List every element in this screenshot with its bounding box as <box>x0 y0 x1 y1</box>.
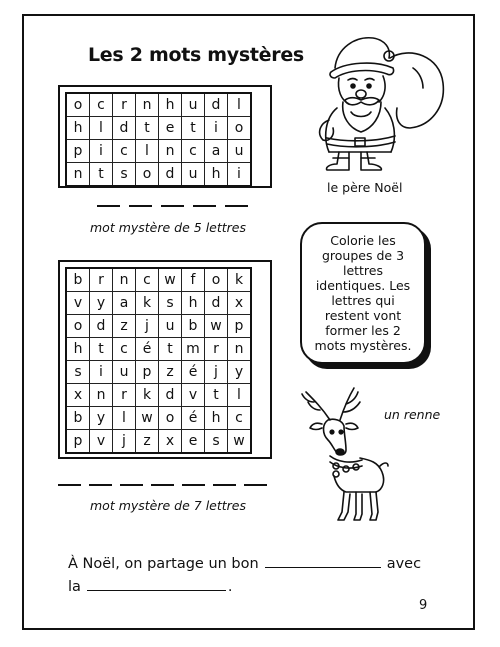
grid-letter-cell[interactable]: c <box>113 140 136 163</box>
grid-letter-cell[interactable]: k <box>228 268 252 292</box>
grid-letter-cell[interactable]: y <box>90 407 113 430</box>
grid-letter-cell[interactable]: s <box>66 361 90 384</box>
grid-letter-cell[interactable]: x <box>159 430 182 454</box>
grid-letter-cell[interactable]: p <box>66 140 90 163</box>
grid-letter-cell[interactable]: v <box>66 292 90 315</box>
answer-letter-blank[interactable] <box>193 205 216 207</box>
answer-letter-blank[interactable] <box>120 484 143 486</box>
grid-letter-cell[interactable]: h <box>159 93 182 117</box>
grid-letter-cell[interactable]: i <box>90 140 113 163</box>
grid-letter-cell[interactable]: s <box>159 292 182 315</box>
answer-letter-blank[interactable] <box>182 484 205 486</box>
grid-row <box>66 384 251 407</box>
grid-letter-cell[interactable]: p <box>228 315 252 338</box>
grid-letter-cell[interactable]: r <box>205 338 228 361</box>
puzzle1-grid <box>65 92 252 187</box>
puzzle2-grid <box>65 267 252 454</box>
grid-letter-cell[interactable]: z <box>136 430 159 454</box>
grid-letter-cell[interactable]: o <box>159 407 182 430</box>
grid-letter-cell[interactable]: o <box>205 268 228 292</box>
grid-letter-cell[interactable]: n <box>113 268 136 292</box>
answer-letter-blank[interactable] <box>244 484 267 486</box>
grid-letter-cell[interactable]: l <box>113 407 136 430</box>
grid-letter-cell[interactable]: f <box>182 268 205 292</box>
grid-letter-cell[interactable]: c <box>182 140 205 163</box>
grid-letter-cell[interactable]: m <box>182 338 205 361</box>
grid-letter-cell[interactable]: c <box>136 268 159 292</box>
answer-letter-blank[interactable] <box>58 484 81 486</box>
grid-letter-cell[interactable]: b <box>182 315 205 338</box>
page-number: 9 <box>419 598 428 613</box>
grid-letter-cell[interactable]: r <box>90 268 113 292</box>
grid-letter-cell[interactable]: j <box>113 430 136 454</box>
sentence-line-2 <box>68 578 233 595</box>
grid-letter-cell[interactable]: n <box>90 384 113 407</box>
answer-letter-blank[interactable] <box>97 205 120 207</box>
grid-letter-cell[interactable]: é <box>182 407 205 430</box>
grid-letter-cell[interactable]: d <box>113 117 136 140</box>
answer-letter-blank[interactable] <box>151 484 174 486</box>
grid-letter-cell[interactable]: p <box>136 361 159 384</box>
grid-row <box>66 338 251 361</box>
instruction-bubble <box>300 222 426 364</box>
grid-row <box>66 117 251 140</box>
grid-letter-cell[interactable]: n <box>136 93 159 117</box>
grid-letter-cell[interactable]: i <box>228 163 252 187</box>
grid-letter-cell[interactable]: l <box>136 140 159 163</box>
sentence-part-3: la <box>68 579 81 595</box>
grid-letter-cell[interactable]: h <box>205 163 228 187</box>
grid-letter-cell[interactable]: v <box>182 384 205 407</box>
grid-letter-cell[interactable]: w <box>136 407 159 430</box>
grid-letter-cell[interactable]: k <box>136 384 159 407</box>
grid-letter-cell[interactable]: t <box>136 117 159 140</box>
grid-letter-cell[interactable]: v <box>90 430 113 454</box>
grid-letter-cell[interactable]: j <box>205 361 228 384</box>
grid-letter-cell[interactable]: t <box>205 384 228 407</box>
grid-letter-cell[interactable]: u <box>113 361 136 384</box>
grid-letter-cell[interactable]: t <box>90 163 113 187</box>
grid-letter-cell[interactable]: t <box>90 338 113 361</box>
grid-letter-cell[interactable]: l <box>90 117 113 140</box>
grid-letter-cell[interactable]: i <box>90 361 113 384</box>
grid-letter-cell[interactable]: r <box>113 384 136 407</box>
grid-letter-cell[interactable]: j <box>136 315 159 338</box>
grid-letter-cell[interactable]: k <box>136 292 159 315</box>
grid-letter-cell[interactable]: h <box>66 338 90 361</box>
grid-letter-cell[interactable]: l <box>228 384 252 407</box>
grid-letter-cell[interactable]: d <box>205 93 228 117</box>
sentence-part-4: . <box>227 579 233 595</box>
grid-letter-cell[interactable]: o <box>136 163 159 187</box>
grid-letter-cell[interactable]: n <box>66 163 90 187</box>
grid-row <box>66 361 251 384</box>
grid-row <box>66 292 251 315</box>
puzzle2-answer-blanks[interactable] <box>58 484 267 486</box>
answer-blank-2[interactable] <box>87 578 226 591</box>
grid-letter-cell[interactable]: i <box>205 117 228 140</box>
grid-row <box>66 163 251 187</box>
grid-letter-cell[interactable]: é <box>182 361 205 384</box>
sentence-line-1 <box>68 555 421 572</box>
grid-letter-cell[interactable]: y <box>90 292 113 315</box>
grid-letter-cell[interactable]: h <box>205 407 228 430</box>
grid-letter-cell[interactable]: a <box>205 140 228 163</box>
grid-letter-cell[interactable]: s <box>205 430 228 454</box>
puzzle1-answer-blanks[interactable] <box>97 205 248 207</box>
grid-row <box>66 315 251 338</box>
grid-letter-cell[interactable]: u <box>182 163 205 187</box>
grid-letter-cell[interactable]: t <box>182 117 205 140</box>
grid-letter-cell[interactable]: r <box>113 93 136 117</box>
grid-row <box>66 140 251 163</box>
page-title: Les 2 mots mystères <box>88 44 304 66</box>
grid-letter-cell[interactable]: d <box>159 163 182 187</box>
instruction-text: Colorie les groupes de 3 lettres identiques. Les lettres qui restent vont former les 2 mots mystères. <box>314 233 412 353</box>
grid-letter-cell[interactable]: w <box>205 315 228 338</box>
grid-letter-cell[interactable]: t <box>159 338 182 361</box>
grid-letter-cell[interactable]: b <box>66 268 90 292</box>
grid-letter-cell[interactable]: d <box>90 315 113 338</box>
grid-letter-cell[interactable]: h <box>66 117 90 140</box>
grid-letter-cell[interactable]: e <box>182 430 205 454</box>
grid-letter-cell[interactable]: b <box>66 407 90 430</box>
answer-blank-1[interactable] <box>265 555 381 568</box>
grid-letter-cell[interactable]: y <box>228 361 252 384</box>
grid-row <box>66 407 251 430</box>
puzzle2-caption: mot mystère de 7 lettres <box>90 498 247 513</box>
answer-letter-blank[interactable] <box>213 484 236 486</box>
sentence-part-1: À Noël, on partage un bon <box>68 556 259 572</box>
santa-label: le père Noël <box>327 180 403 195</box>
answer-letter-blank[interactable] <box>225 205 248 207</box>
grid-letter-cell[interactable]: w <box>228 430 252 454</box>
grid-letter-cell[interactable]: l <box>228 93 252 117</box>
grid-letter-cell[interactable]: p <box>66 430 90 454</box>
grid-row <box>66 93 251 117</box>
santa-claus-icon <box>315 28 450 173</box>
grid-letter-cell[interactable]: c <box>113 338 136 361</box>
grid-letter-cell[interactable]: o <box>228 117 252 140</box>
answer-letter-blank[interactable] <box>129 205 152 207</box>
grid-letter-cell[interactable]: a <box>113 292 136 315</box>
grid-letter-cell[interactable]: d <box>205 292 228 315</box>
puzzle1-caption: mot mystère de 5 lettres <box>90 220 247 235</box>
grid-letter-cell[interactable]: e <box>159 117 182 140</box>
answer-letter-blank[interactable] <box>161 205 184 207</box>
grid-row <box>66 430 251 454</box>
grid-letter-cell[interactable]: u <box>228 140 252 163</box>
reindeer-icon <box>300 380 390 525</box>
grid-letter-cell[interactable]: s <box>113 163 136 187</box>
grid-letter-cell[interactable]: c <box>90 93 113 117</box>
grid-row <box>66 268 251 292</box>
grid-letter-cell[interactable]: h <box>182 292 205 315</box>
grid-letter-cell[interactable]: n <box>159 140 182 163</box>
grid-letter-cell[interactable]: o <box>66 315 90 338</box>
grid-letter-cell[interactable]: u <box>182 93 205 117</box>
grid-letter-cell[interactable]: u <box>159 315 182 338</box>
grid-letter-cell[interactable]: d <box>159 384 182 407</box>
grid-letter-cell[interactable]: z <box>159 361 182 384</box>
grid-letter-cell[interactable]: z <box>113 315 136 338</box>
sentence-part-2: avec <box>386 556 422 572</box>
grid-letter-cell[interactable]: n <box>228 338 252 361</box>
grid-letter-cell[interactable]: é <box>136 338 159 361</box>
reindeer-label: un renne <box>384 407 441 422</box>
answer-letter-blank[interactable] <box>89 484 112 486</box>
grid-letter-cell[interactable]: c <box>228 407 252 430</box>
grid-letter-cell[interactable]: w <box>159 268 182 292</box>
grid-letter-cell[interactable]: o <box>66 93 90 117</box>
grid-letter-cell[interactable]: x <box>66 384 90 407</box>
grid-letter-cell[interactable]: x <box>228 292 252 315</box>
